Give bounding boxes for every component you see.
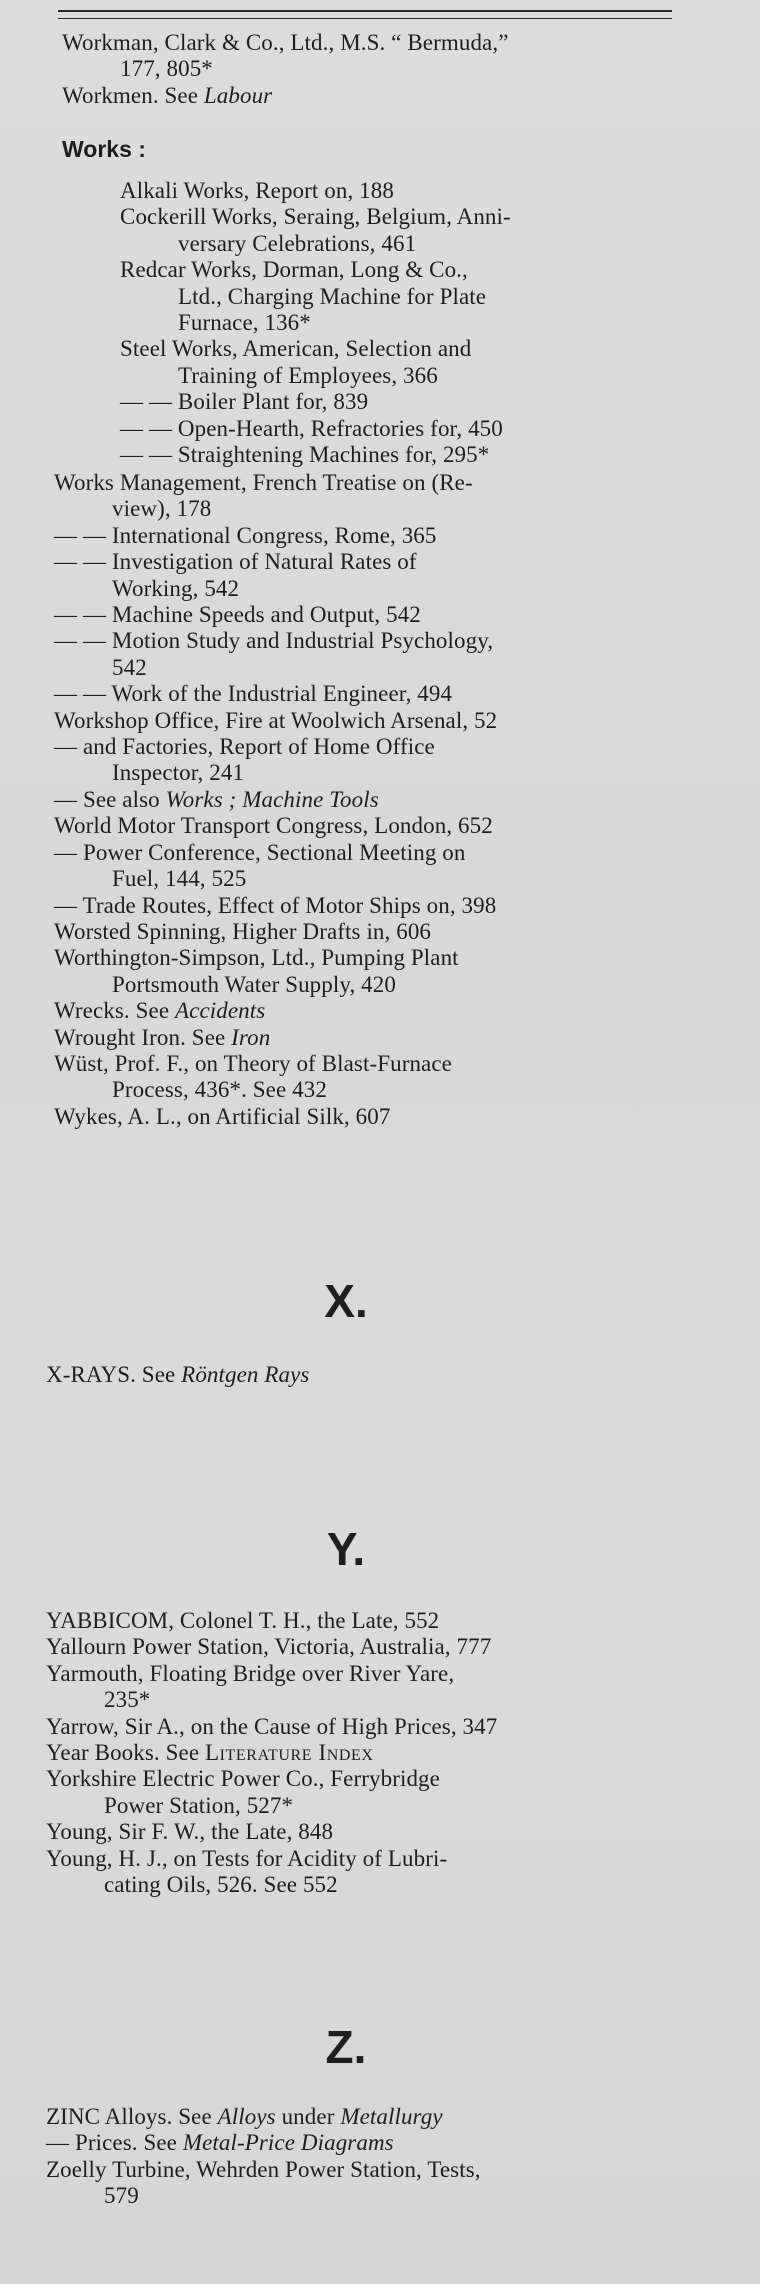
index-text: Wüst, Prof. F., on Theory of Blast-Furnace: [54, 1050, 452, 1076]
index-text: 542: [112, 654, 147, 680]
w-entries-top: [62, 30, 742, 109]
index-text: — — International Congress, Rome, 365: [54, 522, 437, 548]
index-line: [54, 576, 734, 602]
index-line: [54, 919, 734, 945]
index-line: [54, 496, 734, 522]
x-entries: [46, 1362, 726, 1388]
index-line: [54, 655, 734, 681]
section-letter-x: X.: [324, 1275, 368, 1327]
index-line: [54, 760, 734, 786]
index-text: World Motor Transport Congress, London, 652: [54, 813, 493, 839]
index-line: [54, 602, 734, 628]
index-text: Literature Index: [204, 1740, 374, 1766]
index-text: Wrought Iron. See: [54, 1024, 232, 1050]
index-line: [46, 1846, 726, 1872]
index-line: [54, 549, 734, 575]
cross-reference: Metal-Price Diagrams: [182, 2130, 394, 2156]
index-text: Young, H. J., on Tests for Acidity of Lubri-: [46, 1845, 448, 1871]
index-text: — Trade Routes, Effect of Motor Ships on, 398: [54, 892, 497, 918]
works-subentries: [62, 178, 742, 468]
index-text: cating Oils, 526. See 552: [104, 1872, 338, 1898]
index-text: Working, 542: [112, 575, 240, 601]
index-text: YABBICOM, Colonel T. H., the Late, 552: [46, 1608, 440, 1633]
cross-reference: Works ; Machine Tools: [165, 786, 379, 812]
index-line: [46, 1687, 726, 1713]
index-text: Zoelly Turbine, Wehrden Power Station, Tests,: [46, 2156, 481, 2182]
index-line: [46, 1819, 726, 1845]
index-line: [54, 1025, 734, 1051]
works-heading: Works :: [62, 136, 146, 162]
index-line: [54, 681, 734, 707]
index-text: — — Work of the Industrial Engineer, 494: [54, 681, 453, 707]
index-line: [54, 972, 734, 998]
index-text: Steel Works, American, Selection and: [120, 336, 472, 362]
index-line: [46, 1740, 726, 1766]
index-line: [54, 945, 734, 971]
index-text: Process, 436*. See 432: [112, 1077, 327, 1103]
index-line: [46, 1608, 726, 1634]
index-text: under: [275, 2104, 341, 2129]
index-line: [62, 231, 742, 257]
index-line: [54, 840, 734, 866]
index-line: [62, 310, 742, 336]
index-line: [62, 284, 742, 310]
index-text: Furnace, 136*: [178, 310, 311, 336]
index-line: [62, 56, 742, 82]
index-text: Year Books. See: [46, 1740, 205, 1766]
index-text: Inspector, 241: [112, 760, 245, 786]
index-text: versary Celebrations, 461: [178, 230, 417, 256]
index-line: [46, 1634, 726, 1660]
section-letter-z: Z.: [325, 2021, 367, 2073]
index-text: Redcar Works, Dorman, Long & Co.,: [120, 257, 468, 283]
index-line: [62, 336, 742, 362]
cross-reference: Labour: [203, 82, 273, 108]
index-text: Yorkshire Electric Power Co., Ferrybridge: [46, 1766, 440, 1792]
index-text: — — Investigation of Natural Rates of: [54, 549, 417, 575]
index-line: [54, 1104, 734, 1130]
index-text: Young, Sir F. W., the Late, 848: [46, 1819, 334, 1845]
index-text: Yarrow, Sir A., on the Cause of High Prices, 347: [46, 1713, 498, 1739]
index-line: [62, 363, 742, 389]
index-text: Worthington-Simpson, Ltd., Pumping Plant: [54, 945, 459, 971]
index-line: [46, 1766, 726, 1792]
index-text: Workman, Clark & Co., Ltd., M.S. “ Bermuda,”: [62, 30, 509, 55]
index-line: [62, 257, 742, 283]
index-line: [54, 708, 734, 734]
index-text: 177, 805*: [120, 56, 213, 82]
index-text: Wrecks. See: [54, 998, 175, 1024]
index-line: [46, 2183, 726, 2209]
index-text: view), 178: [112, 496, 212, 522]
index-text: 579: [104, 2183, 139, 2209]
index-line: [46, 2157, 726, 2183]
index-text: ZINC Alloys. See: [46, 2104, 218, 2129]
index-line: [46, 1661, 726, 1687]
index-text: Power Station, 527*: [104, 1792, 294, 1818]
index-line: [46, 1362, 726, 1388]
z-entries: [46, 2104, 726, 2210]
index-text: — — Straightening Machines for, 295*: [120, 442, 490, 468]
index-line: [62, 416, 742, 442]
top-rule-thin: [58, 18, 672, 19]
index-text: Works Management, French Treatise on (Re-: [54, 470, 473, 495]
index-line: [54, 734, 734, 760]
index-text: X-RAYS. See: [46, 1362, 182, 1387]
index-line: [54, 893, 734, 919]
section-letter-y: Y.: [326, 1523, 366, 1575]
index-line: [46, 1872, 726, 1898]
top-rule: [58, 10, 672, 12]
index-line: [62, 178, 742, 204]
index-line: [54, 787, 734, 813]
index-line: [46, 2104, 726, 2130]
index-line: [46, 2130, 726, 2156]
index-text: Portsmouth Water Supply, 420: [112, 971, 396, 997]
index-line: [54, 523, 734, 549]
cross-reference: Alloys: [217, 2104, 276, 2129]
index-line: [46, 1793, 726, 1819]
index-line: [62, 30, 742, 56]
index-line: [54, 998, 734, 1024]
index-text: — — Motion Study and Industrial Psychology,: [54, 628, 494, 654]
cross-reference: Iron: [231, 1024, 271, 1050]
index-text: Alkali Works, Report on, 188: [120, 178, 394, 203]
index-text: Worsted Spinning, Higher Drafts in, 606: [54, 918, 432, 944]
index-line: [54, 1077, 734, 1103]
index-text: Training of Employees, 366: [178, 362, 438, 388]
cross-reference: Accidents: [174, 998, 266, 1024]
index-line: [54, 1051, 734, 1077]
index-text: Workmen. See: [62, 82, 204, 108]
index-line: [62, 442, 742, 468]
index-text: Cockerill Works, Seraing, Belgium, Anni-: [120, 204, 511, 230]
index-text: — See also: [54, 786, 166, 812]
index-text: Workshop Office, Fire at Woolwich Arsenal, 52: [54, 707, 498, 733]
cross-reference: Röntgen Rays: [181, 1362, 310, 1387]
index-line: [62, 83, 742, 109]
index-line: [54, 813, 734, 839]
index-text: Fuel, 144, 525: [112, 866, 247, 892]
index-text: — — Open-Hearth, Refractories for, 450: [120, 415, 503, 441]
index-text: — — Boiler Plant for, 839: [120, 389, 369, 415]
index-line: [54, 470, 734, 496]
index-line: [54, 628, 734, 654]
index-text: — Power Conference, Sectional Meeting on: [54, 839, 466, 865]
index-line: [54, 866, 734, 892]
index-text: — — Machine Speeds and Output, 542: [54, 602, 421, 628]
index-text: — Prices. See: [46, 2130, 183, 2156]
index-line: [62, 204, 742, 230]
index-text: Wykes, A. L., on Artificial Silk, 607: [54, 1103, 391, 1129]
index-text: Yallourn Power Station, Victoria, Australia, 777: [46, 1634, 492, 1660]
index-text: Ltd., Charging Machine for Plate: [178, 283, 487, 309]
index-line: [46, 1714, 726, 1740]
y-entries: [46, 1608, 726, 1898]
index-line: [62, 389, 742, 415]
index-text: 235*: [104, 1687, 151, 1713]
index-text: Yarmouth, Floating Bridge over River Yare,: [46, 1660, 455, 1686]
cross-reference: Metallurgy: [340, 2104, 443, 2129]
w-entries-bottom: [54, 470, 734, 1130]
index-text: — and Factories, Report of Home Office: [54, 734, 435, 760]
